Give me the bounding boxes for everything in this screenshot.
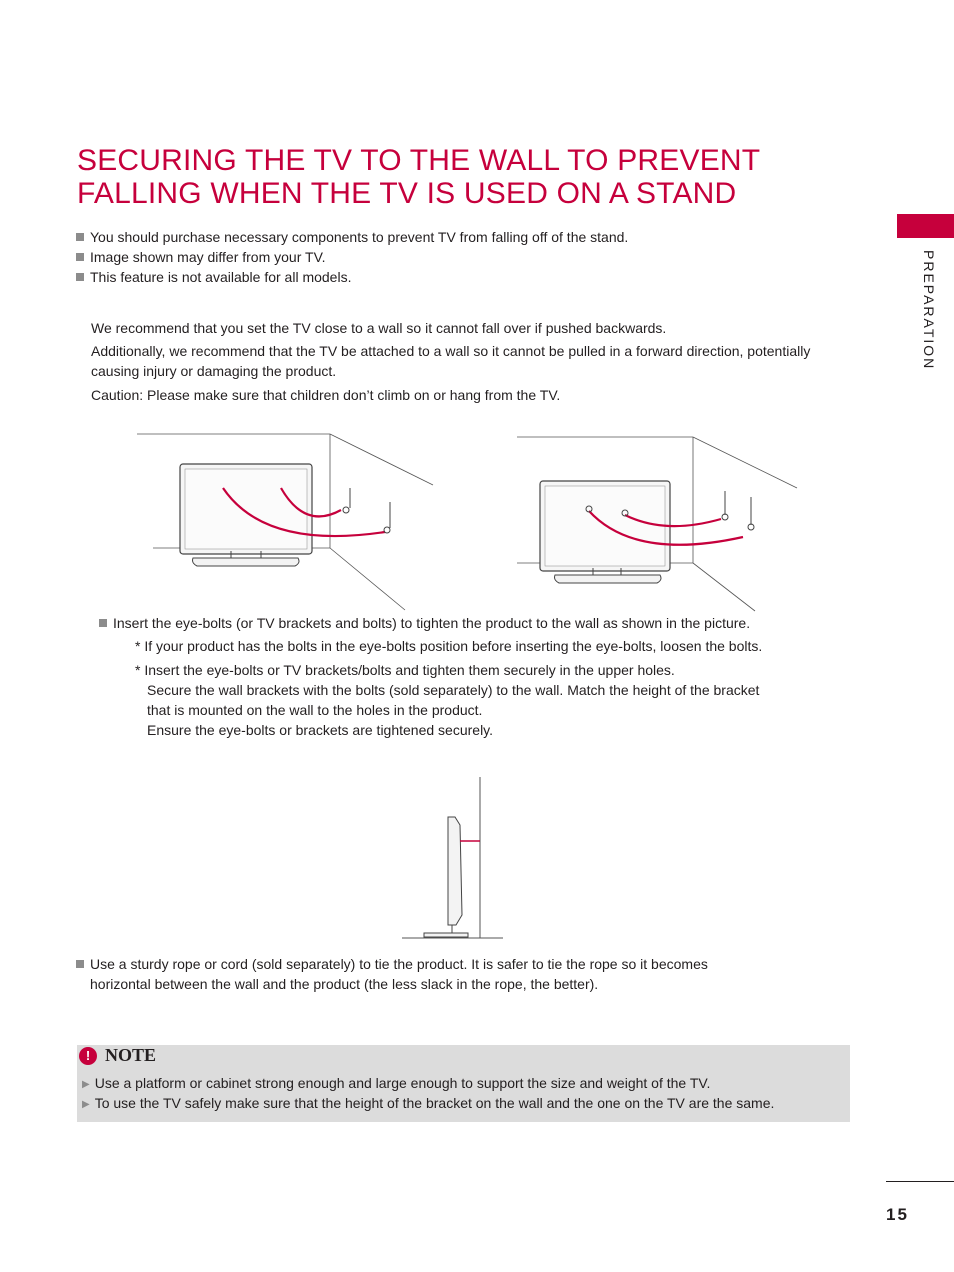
square-bullet-icon: [76, 273, 84, 281]
upper-holes-note: * Insert the eye-bolts or TV brackets/bolts and tighten them securely in the upper holes.: [135, 662, 675, 678]
list-item-text: You should purchase necessary components to prevent TV from falling off of the stand.: [90, 229, 629, 245]
note-item-text: To use the TV safely make sure that the height of the bracket on the wall and the one on the TV are the same.: [94, 1095, 775, 1111]
note-header: [79, 1045, 156, 1066]
list-item: [76, 227, 628, 247]
rope-instruction: [76, 954, 708, 974]
loosen-bolts-note: * If your product has the bolts in the eye-bolts position before inserting the eye-bolts, loosen the bolts.: [135, 638, 763, 654]
bracket-height-note: that is mounted on the wall to the holes in the product.: [147, 702, 483, 718]
page-number: 15: [886, 1205, 909, 1224]
square-bullet-icon: [76, 960, 84, 968]
triangle-bullet-icon: ▶: [82, 1079, 90, 1090]
square-bullet-icon: [76, 253, 84, 261]
caution-paragraph: Caution: Please make sure that children don’t climb on or hang from the TV.: [91, 387, 561, 403]
wall-bracket-note: Secure the wall brackets with the bolts (sold separately) to the wall. Match the height of the bracket: [147, 682, 760, 698]
exclamation-icon: !: [79, 1047, 97, 1065]
title-line-2: FALLING WHEN THE TV IS USED ON A STAND: [77, 177, 737, 210]
list-item: [76, 247, 628, 267]
insert-instruction-text: Insert the eye-bolts (or TV brackets and bolts) to tighten the product to the wall as shown in the picture.: [113, 615, 751, 631]
page-title: [77, 144, 797, 210]
note-item-text: Use a platform or cabinet strong enough and large enough to support the size and weight of the TV.: [94, 1075, 711, 1091]
list-item-text: This feature is not available for all models.: [90, 269, 352, 285]
tv-wall-diagram-left: [135, 430, 445, 615]
insert-eye-bolts-instruction: [99, 613, 750, 633]
recommend-paragraph-2: Additionally, we recommend that the TV be attached to a wall so it cannot be pulled in a forward direction, potentially causing injury or damaging the product.: [91, 343, 811, 379]
tighten-note: Ensure the eye-bolts or brackets are tightened securely.: [147, 722, 494, 738]
rope-instruction-line-2: horizontal between the wall and the product (the less slack in the rope, the better).: [90, 976, 599, 992]
intro-bullet-list: [76, 227, 628, 287]
note-item-bracket-height: [82, 1093, 774, 1115]
rope-instruction-line-1: Use a sturdy rope or cord (sold separately) to tie the product. It is safer to tie the rope so it becomes: [90, 956, 708, 972]
triangle-bullet-icon: ▶: [82, 1099, 90, 1110]
section-tab: [897, 214, 954, 238]
note-item-platform: [82, 1073, 710, 1095]
note-title: NOTE: [105, 1045, 157, 1065]
recommend-paragraph-1: We recommend that you set the TV close to a wall so it cannot fall over if pushed backwards.: [91, 320, 667, 336]
tv-wall-diagram-right: [515, 433, 805, 613]
square-bullet-icon: [99, 619, 107, 627]
tv-side-view-diagram: [400, 775, 505, 943]
page-number-rule: [886, 1181, 954, 1182]
list-item: [76, 267, 628, 287]
list-item-text: Image shown may differ from your TV.: [90, 249, 326, 265]
square-bullet-icon: [76, 233, 84, 241]
section-label: PREPARATION: [921, 250, 937, 371]
title-line-1: SECURING THE TV TO THE WALL TO PREVENT: [77, 144, 761, 177]
